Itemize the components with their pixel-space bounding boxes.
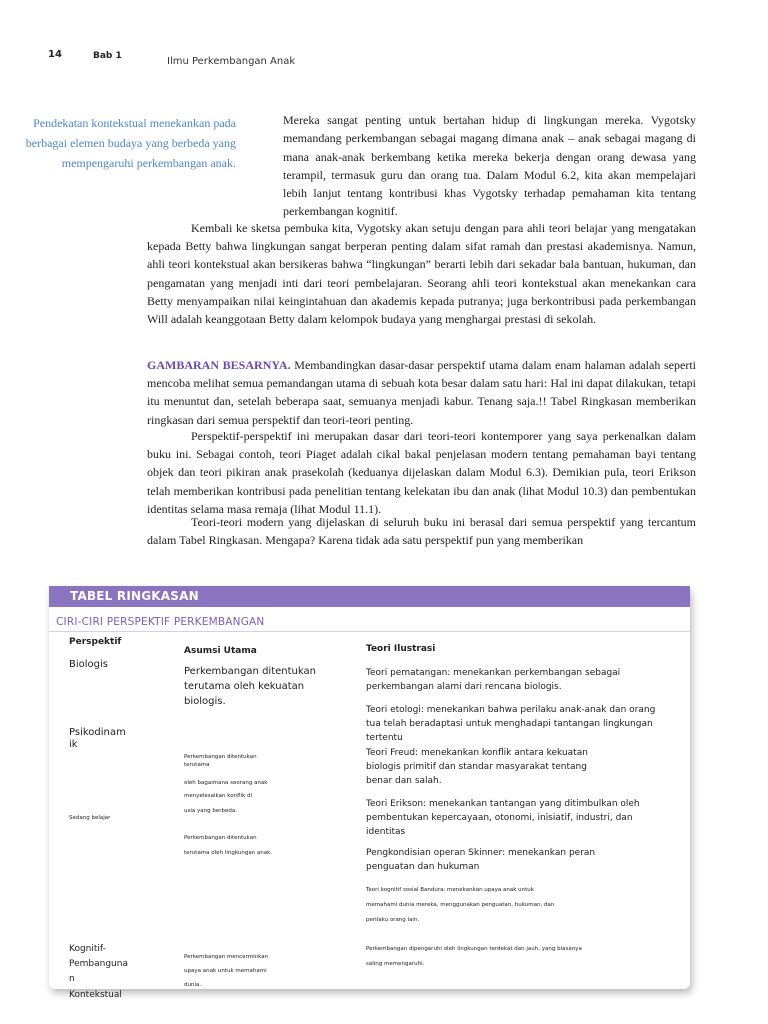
- paragraph-2: [147, 219, 696, 328]
- running-title: Ilmu Perkembangan Anak: [167, 56, 296, 67]
- theory-pematangan: Teori pematangan: menekankan perkembangan sebagai perkembangan alami dari rencana biologis.: [366, 668, 621, 692]
- theory-freud: Teori Freud: menekankan konflik antara kekuatan biologis primitif dan standar masyarakat tentang benar dan salah.: [366, 748, 588, 786]
- assumption-kognitif: Perkembangan mencerminkan upaya anak untuk memahami dunia.: [184, 954, 269, 988]
- divider: [49, 631, 690, 632]
- perspective-belajar: Sedang belajar: [69, 815, 111, 821]
- paragraph-5-text: Teori-teori modern yang dijelaskan di seluruh buku ini berasal dari semua perspektif yang tercantum dalam Tabel Ringkasan. Mengapa? Karena tidak ada satu perspektif pun yang memberikan: [147, 515, 696, 548]
- perspective-kontekstual: Kontekstual: [69, 990, 122, 1000]
- paragraph-4: [147, 427, 696, 518]
- theory-etologi: Teori etologi: menekankan bahwa perilaku anak-anak dan orang tua telah beradaptasi untuk menghadapi tantangan lingkungan tertentu: [366, 705, 656, 743]
- column-header-assumption: Asumsi Utama: [184, 646, 257, 656]
- perspective-biologis: Biologis: [69, 659, 108, 670]
- table-title-bar: [49, 586, 690, 607]
- paragraph-1: Mereka sangat penting untuk bertahan hidup di lingkungan mereka. Vygotsky memandang perkembangan sebagai magang dimana anak – anak sebagai magang di mana anak-anak berkembang ketika mereka bekerja dengan orang dewasa yang terampil, termasuk guru dan orang tua. Dalam Modul 6.2, kita akan mempelajari lebih lanjut tentang kontribusi khas Vygotsky terhadap pemahaman kita tentang perkembangan kognitif.: [283, 113, 696, 219]
- theory-skinner: Pengkondisian operan Skinner: menekankan peran penguatan dan hukuman: [366, 848, 596, 872]
- paragraph-5: [147, 513, 696, 549]
- column-header-perspective: Perspektif: [69, 637, 122, 647]
- assumption-biologis: Perkembangan ditentukan terutama oleh kekuatan biologis.: [184, 666, 316, 707]
- theory-erikson: Teori Erikson: menekankan tantangan yang ditimbulkan oleh pembentukan kepercayaan, otonomi, inisiatif, industri, dan identitas: [366, 799, 640, 837]
- perspective-kognitif: Kognitif- Pembanguna n: [69, 944, 128, 984]
- chapter-label: Bab 1: [93, 51, 122, 61]
- theory-kontekstual: Perkembangan dipengaruhi oleh lingkungan terdekat dan jauh, yang biasanya saling memengaruhi.: [366, 946, 582, 967]
- perspective-psikodinamik: Psikodinam ik: [69, 727, 126, 750]
- table-subtitle: CIRI-CIRI PERSPEKTIF PERKEMBANGAN: [56, 616, 265, 628]
- paragraph-3-text: Membandingkan dasar-dasar perspektif utama dalam enam halaman adalah seperti mencoba melihat semua pemandangan utama di sebuah kota besar dalam satu hari: Hal ini dapat dilakukan, tetapi itu menuntut dan, setelah beberapa saat, semuanya menjadi kabur. Tenang saja.!! Tabel Ringkasan memberikan ringkasan dari semua perspektif dan teori-teori penting.: [147, 358, 697, 427]
- page-number: 14: [48, 49, 62, 60]
- paragraph-4-text: Perspektif-perspektif ini merupakan dasar dari teori-teori kontemporer yang saya perkenalkan dalam buku ini. Sebagai contoh, teori Piaget adalah cikal bakal penjelasan modern tentang pemahaman bayi tentang objek dan teori pikiran anak prasekolah (keduanya dijelaskan dalam Modul 6.3). Demikian pula, teori Erikson telah memberikan kontribusi pada penelitian tentang kelekatan ibu dan anak (lihat Modul 10.3) dan pembentukan identitas selama masa remaja (lihat Modul 11.1).: [147, 429, 696, 516]
- paragraph-2-text: Kembali ke sketsa pembuka kita, Vygotsky akan setuju dengan para ahli teori belajar yang mengatakan kepada Betty bahwa lingkungan sangat berperan penting dalam sifat ramah dan prestasi akademisnya. Namun, ahli teori kontekstual akan bersikeras bahwa “lingkungan” berarti lebih dari sekadar bala bantuan, hukuman, dan pengamatan yang menjadi inti dari teori pembelajaran. Seorang ahli teori kontekstual akan menekankan cara Betty menyampaikan nilai keingintahuan dan akademis kepada putranya; juga berkontribusi pada perkembangan Will adalah keanggotaan Betty dalam kelompok budaya yang menghargai prestasi di sekolah.: [147, 221, 696, 327]
- theory-bandura: Teori kognitif sosial Bandura: menekankan upaya anak untuk memahami dunia mereka, menggunakan penguatan, hukuman, dan perilaku orang lain.: [366, 887, 555, 923]
- margin-note: Pendekatan kontekstual menekankan pada berbagai elemen budaya yang berbeda yang mempengaruhi perkembangan anak.: [25, 116, 236, 170]
- assumption-belajar: Perkembangan ditentukan terutama oleh lingkungan anak.: [184, 835, 273, 856]
- section-lead-heading: GAMBARAN BESARNYA.: [147, 358, 291, 372]
- paragraph-3: [147, 356, 696, 429]
- assumption-psikodinamik-1: Perkembangan ditentukan terutama: [184, 754, 257, 768]
- assumption-psikodinamik-2: oleh bagaimana seorang anak menyelesaikan konflik di: [184, 780, 268, 799]
- assumption-psikodinamik-3: usia yang berbeda.: [184, 808, 237, 814]
- table-title: TABEL RINGKASAN: [70, 589, 199, 603]
- summary-table: [49, 586, 690, 1000]
- column-header-theory: Teori Ilustrasi: [366, 644, 436, 654]
